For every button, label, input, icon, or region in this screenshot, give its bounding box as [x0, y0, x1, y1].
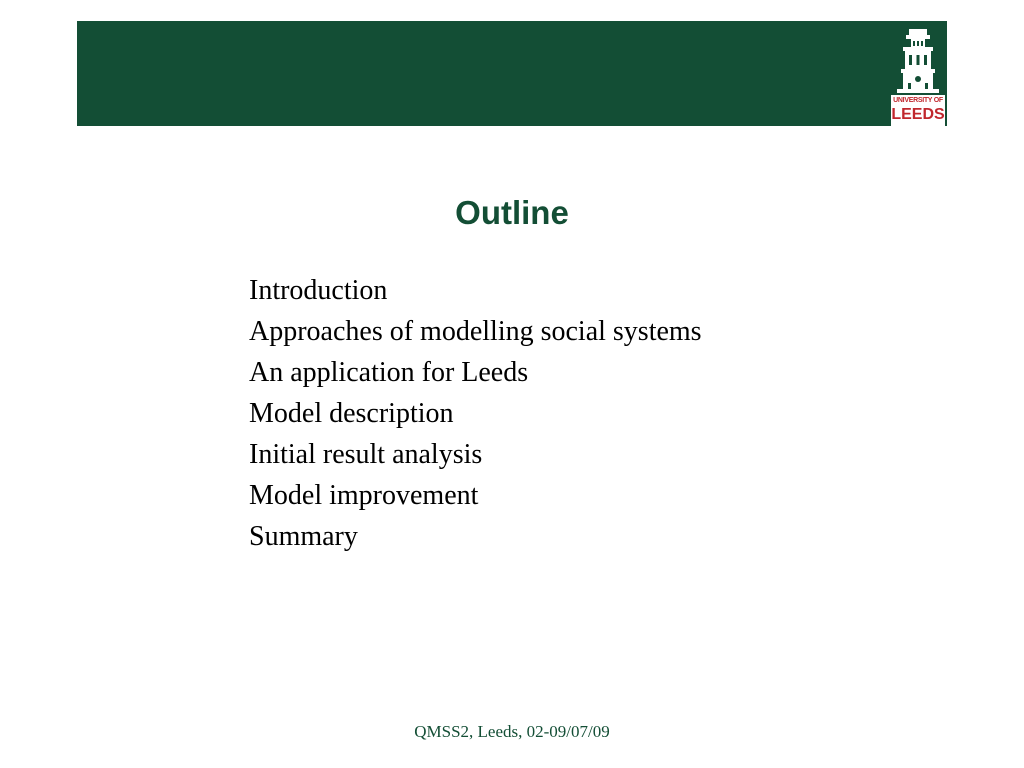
header-band — [77, 21, 947, 126]
outline-item: Approaches of modelling social systems — [249, 316, 702, 347]
outline-item: Model description — [249, 398, 454, 429]
university-logo — [889, 21, 947, 126]
outline-item: Introduction — [249, 275, 388, 306]
slide-footer: QMSS2, Leeds, 02-09/07/09 — [414, 722, 610, 741]
slide-title: Outline — [455, 194, 569, 231]
logo-text-university: UNIVERSITY OF — [893, 97, 943, 104]
logo-text-leeds: LEEDS — [891, 106, 945, 123]
outline-item: Initial result analysis — [249, 439, 483, 470]
outline-item: An application for Leeds — [249, 357, 529, 388]
outline-item: Model improvement — [249, 480, 479, 511]
outline-item: Summary — [249, 521, 358, 552]
outline-list — [249, 270, 702, 557]
